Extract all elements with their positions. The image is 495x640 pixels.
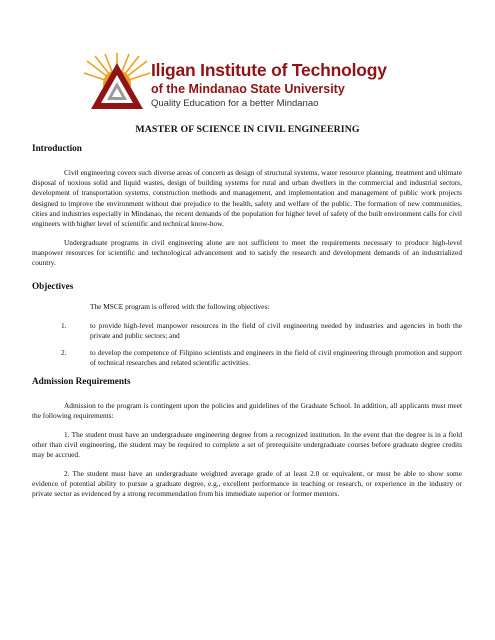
objectives-heading: Objectives (32, 281, 74, 291)
document-title: MASTER OF SCIENCE IN CIVIL ENGINEERING (135, 124, 360, 135)
institution-tagline: Quality Education for a better Mindanao (151, 98, 319, 109)
admission-paragraph-1: Admission to the program is contingent upon the policies and guidelines of the Graduate School. In addition, all applicants must meet the following requirements: (32, 401, 462, 421)
objective-item-2 (61, 348, 462, 368)
iit-triangle-logo-icon (83, 53, 151, 115)
objective-item-number: 2. (61, 348, 67, 357)
objective-item-number: 1. (61, 321, 67, 330)
admission-requirement-2: 2. The student must have an undergraduate weighted average grade of at least 2.0 or equivalent, or must be able to show some evidence of potential ability to pursue a graduate degree, e.g., excellent performance in teaching or research, or experience in the industry or private sector as evidenced by a strong recommendation from his immediate superior or former mentors. (32, 469, 462, 499)
institution-header (83, 53, 423, 115)
admission-requirement-1: 1. The student must have an undergraduate engineering degree from a recognized institution. In the event that the degree is in a field other than civil engineering, the student may be required to complete a set of prerequisite undergraduate courses before graduate degree credits may be accrued. (32, 430, 462, 460)
objective-item-1 (61, 321, 462, 341)
introduction-paragraph-2: Undergraduate programs in civil engineering alone are not sufficient to meet the requirements necessary to produce high-level manpower resources for scientific and technological advancement and to satisfy the research and development demands of an industrialized country. (32, 238, 462, 268)
objectives-intro: The MSCE program is offered with the following objectives: (90, 302, 270, 311)
objective-item-text: to provide high-level manpower resources in the field of civil engineering needed by industries and agencies in both the private and public sectors; and (90, 321, 462, 341)
admission-heading: Admission Requirements (32, 376, 131, 386)
institution-name: Iligan Institute of Technology (151, 60, 387, 80)
introduction-heading: Introduction (32, 143, 82, 153)
objective-item-text: to develop the competence of Filipino scientists and engineers in the field of civil engineering through promotion and support of technical researches and related scientific activities. (90, 348, 462, 368)
introduction-paragraph-1: Civil engineering covers such diverse areas of concern as design of structural systems, water resource planning, treatment and ultimate disposal of noxious solid and liquid wastes, design of building systems for rural and urban dwellers in the commercial and industrial sectors, development of transportation systems, construction methods and management, and implementation and management of public work projects designed to improve the environment without due prejudice to the health, safety and welfare of the public. The formation of new communities, cities and industries especially in Mindanao, the recent demands of the population for higher level of safety of the built environment calls for civil engineers with higher level of scientific and technical know-how. (32, 168, 462, 229)
institution-subtitle: of the Mindanao State University (151, 82, 345, 96)
